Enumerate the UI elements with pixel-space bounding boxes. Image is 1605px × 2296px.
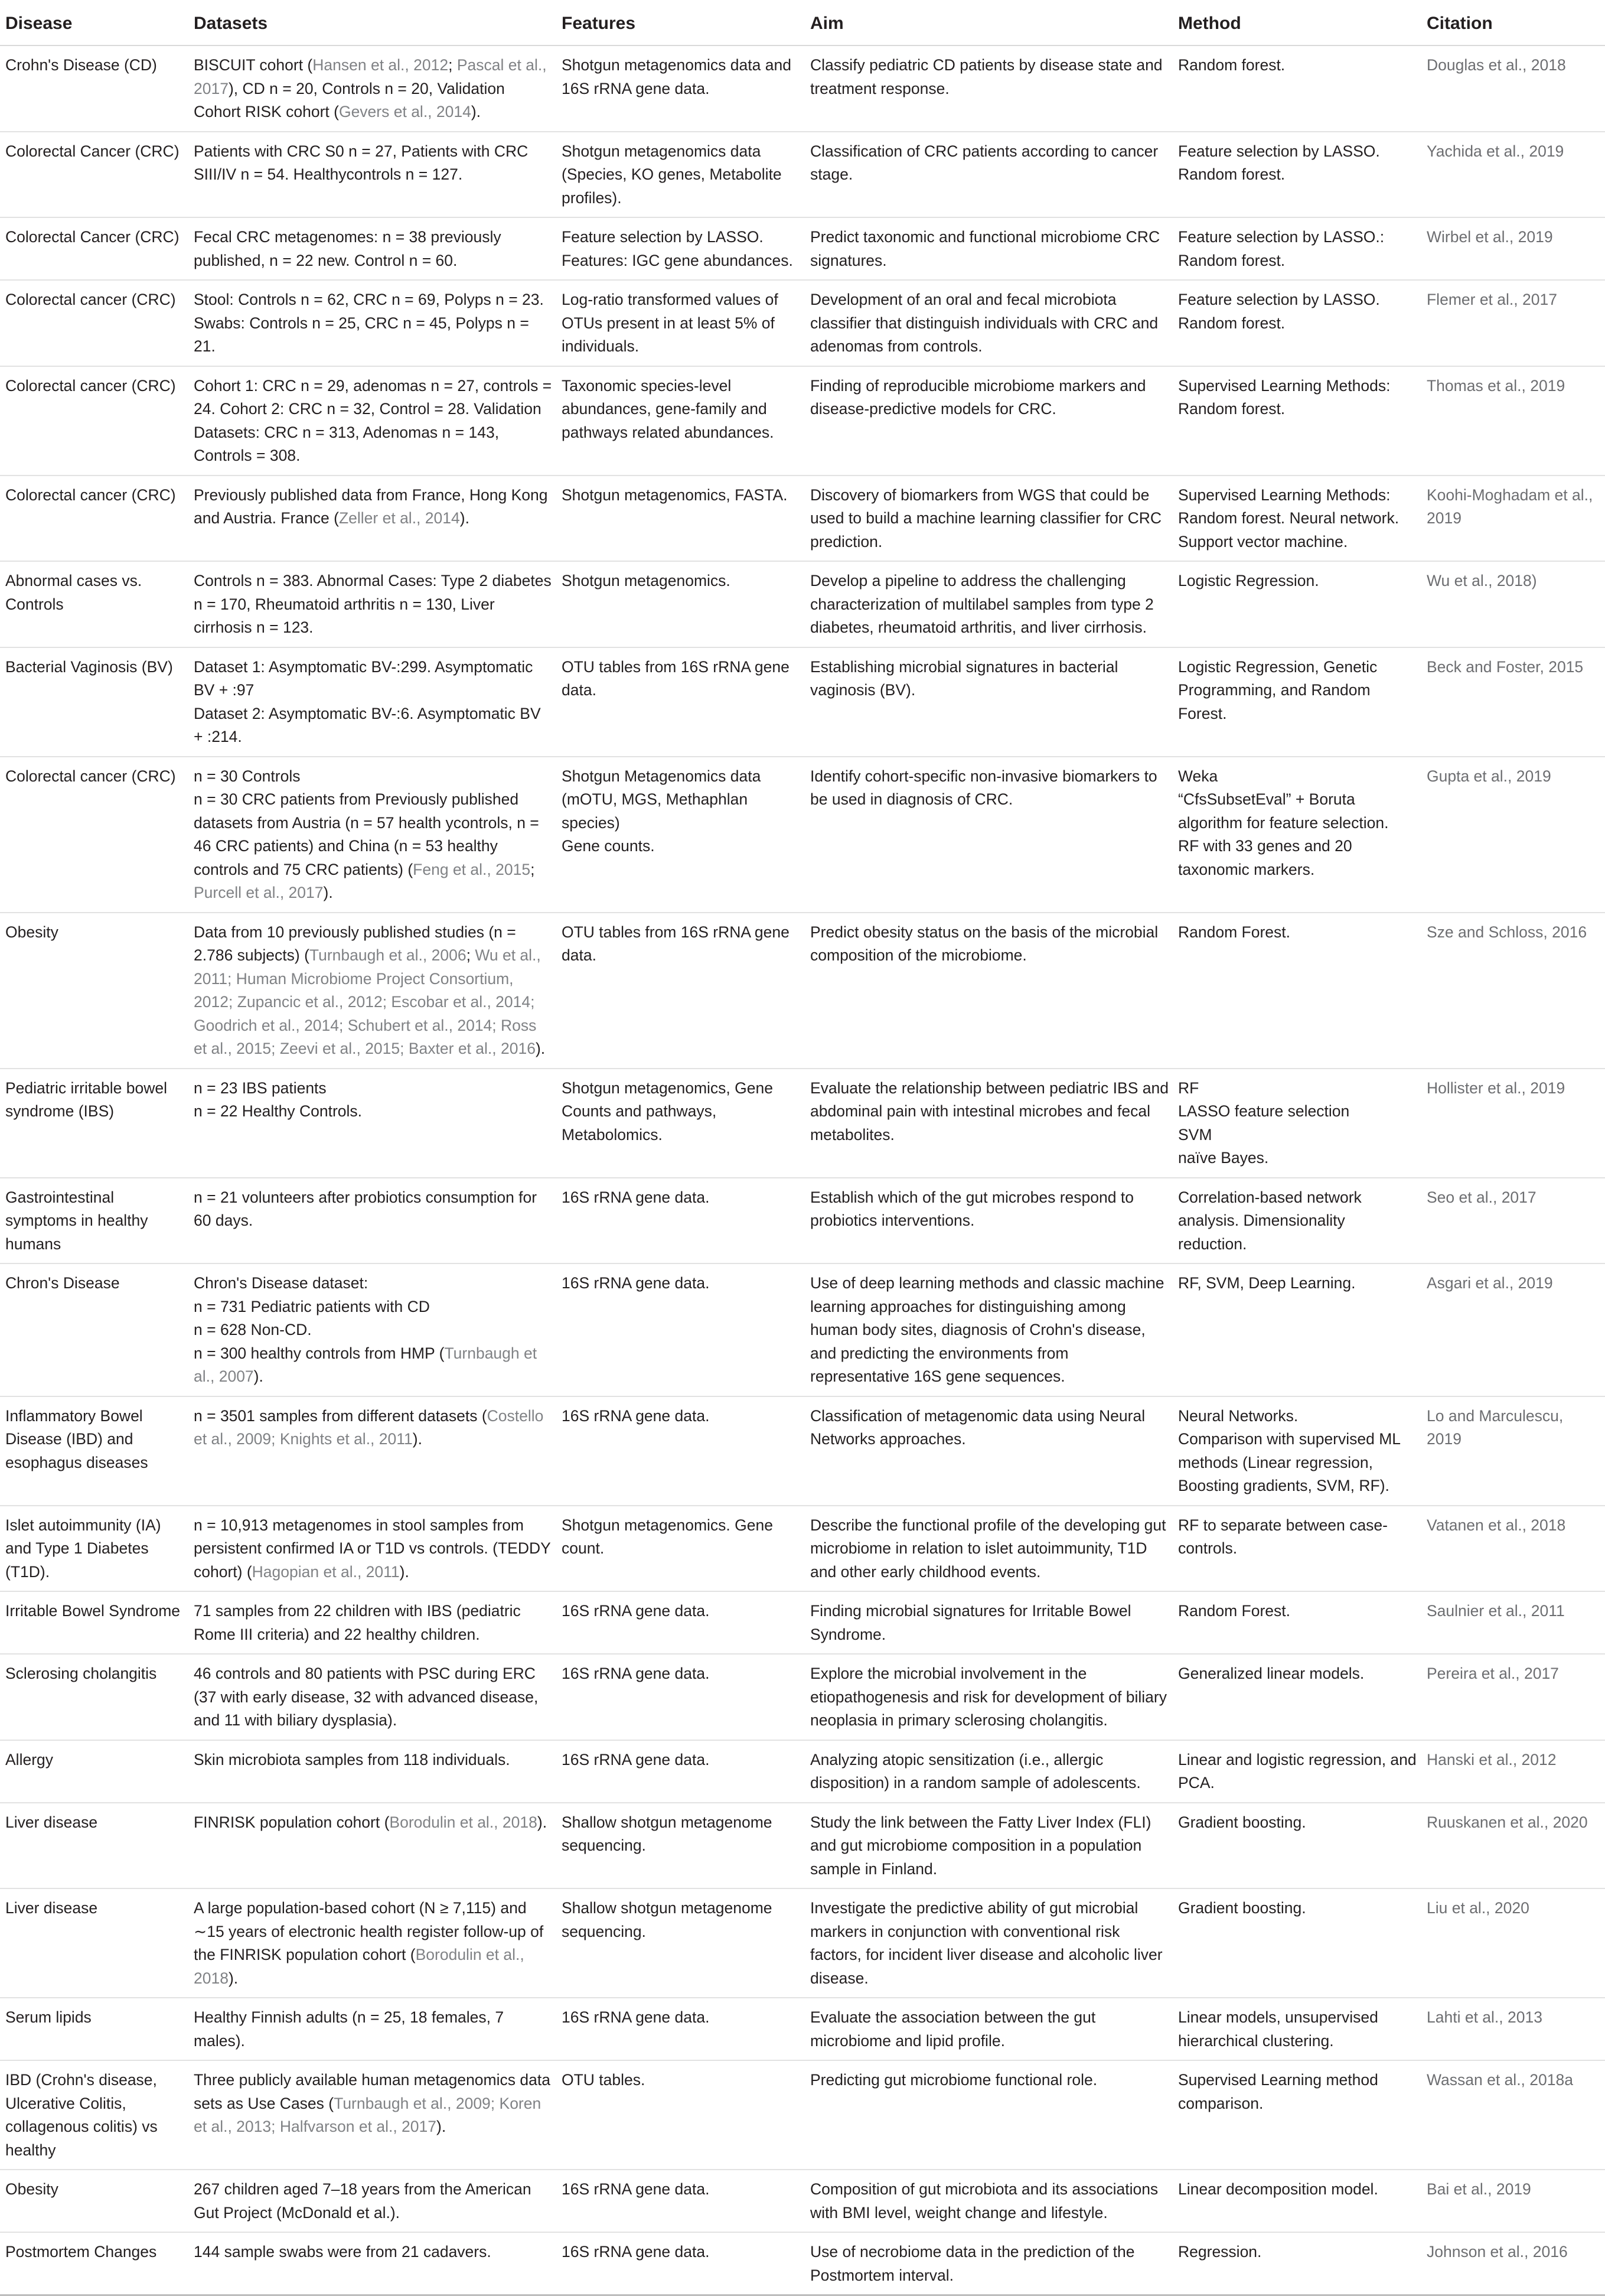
table-row <box>0 45 1605 132</box>
cell-features: 16S rRNA gene data. <box>556 2232 805 2295</box>
table-row <box>0 1803 1605 1889</box>
cell-method: RF to separate between case-controls. <box>1173 1506 1421 1592</box>
dataset-text: n = 23 IBS patients n = 22 Healthy Controls. <box>194 1079 363 1120</box>
cell-features: Shallow shotgun metagenome sequencing. <box>556 1803 805 1889</box>
cell-disease: Liver disease <box>0 1888 188 1998</box>
dataset-text: BISCUIT cohort ( <box>194 56 313 74</box>
cell-citation[interactable]: Thomas et al., 2019 <box>1421 366 1605 476</box>
table-row <box>0 2060 1605 2170</box>
cell-features: Shotgun metagenomics, Gene Counts and pathways, Metabolomics. <box>556 1069 805 1178</box>
dataset-text: 144 sample swabs were from 21 cadavers. <box>194 2243 491 2261</box>
cell-aim: Use of necrobiome data in the prediction of the Postmortem interval. <box>805 2232 1173 2295</box>
cell-features: OTU tables from 16S rRNA gene data. <box>556 913 805 1069</box>
dataset-text: ). <box>323 884 333 901</box>
header-row <box>0 0 1605 45</box>
cell-disease: Inflammatory Bowel Disease (IBD) and esophagus diseases <box>0 1396 188 1506</box>
dataset-text: n = 10,913 metagenomes in stool samples from persistent confirmed IA or T1D vs controls. (TEDDY cohort) ( <box>194 1516 551 1581</box>
cell-method: Weka “CfsSubsetEval” + Boruta algorithm for feature selection. RF with 33 genes and 20 taxonomic markers. <box>1173 757 1421 913</box>
reference-link[interactable]: Gevers et al., 2014 <box>338 103 471 121</box>
cell-disease: IBD (Crohn's disease, Ulcerative Colitis, collagenous colitis) vs healthy <box>0 2060 188 2170</box>
dataset-text: 71 samples from 22 children with IBS (pediatric Rome III criteria) and 22 healthy children. <box>194 1602 521 1643</box>
table-row <box>0 757 1605 913</box>
cell-citation[interactable]: Bai et al., 2019 <box>1421 2170 1605 2232</box>
cell-method: Random forest. <box>1173 45 1421 132</box>
cell-disease: Islet autoimmunity (IA) and Type 1 Diabetes (T1D). <box>0 1506 188 1592</box>
table-row <box>0 476 1605 562</box>
cell-citation[interactable]: Gupta et al., 2019 <box>1421 757 1605 913</box>
cell-aim: Finding microbial signatures for Irritable Bowel Syndrome. <box>805 1591 1173 1654</box>
dataset-text: ; <box>466 946 475 964</box>
cell-citation[interactable]: Saulnier et al., 2011 <box>1421 1591 1605 1654</box>
cell-citation[interactable]: Sze and Schloss, 2016 <box>1421 913 1605 1069</box>
table-row <box>0 217 1605 280</box>
reference-link[interactable]: Turnbaugh et al., 2006 <box>309 946 467 964</box>
table-row <box>0 366 1605 476</box>
cell-method: Linear and logistic regression, and PCA. <box>1173 1740 1421 1803</box>
cell-aim: Evaluate the relationship between pediatric IBS and abdominal pain with intestinal microbes and fecal metabolites. <box>805 1069 1173 1178</box>
cell-aim: Analyzing atopic sensitization (i.e., allergic disposition) in a random sample of adolescents. <box>805 1740 1173 1803</box>
table-body <box>0 45 1605 2295</box>
table-row <box>0 132 1605 218</box>
cell-datasets <box>188 280 556 366</box>
cell-aim: Explore the microbial involvement in the etiopathogenesis and risk for development of biliary neoplasia in primary sclerosing cholangitis. <box>805 1654 1173 1740</box>
cell-disease: Abnormal cases vs. Controls <box>0 561 188 647</box>
dataset-text: ). <box>535 1040 546 1057</box>
cell-features: Log-ratio transformed values of OTUs present in at least 5% of individuals. <box>556 280 805 366</box>
header-disease: Disease <box>0 0 188 45</box>
reference-link[interactable]: Hansen et al., 2012 <box>312 56 449 74</box>
cell-aim: Evaluate the association between the gut microbiome and lipid profile. <box>805 1998 1173 2060</box>
cell-aim: Develop a pipeline to address the challenging characterization of multilabel samples from type 2 diabetes, rheumatoid arthritis, and liver cirrhosis. <box>805 561 1173 647</box>
cell-datasets <box>188 757 556 913</box>
cell-datasets <box>188 647 556 757</box>
cell-disease: Colorectal cancer (CRC) <box>0 757 188 913</box>
cell-datasets <box>188 1069 556 1178</box>
dataset-text: ). <box>459 509 469 527</box>
dataset-text: Patients with CRC S0 n = 27, Patients with CRC SIII/IV n = 54. Healthycontrols n = 127. <box>194 142 529 183</box>
cell-citation[interactable]: Wu et al., 2018) <box>1421 561 1605 647</box>
cell-citation[interactable]: Douglas et al., 2018 <box>1421 45 1605 132</box>
cell-datasets <box>188 132 556 218</box>
cell-datasets <box>188 2232 556 2295</box>
cell-method: Feature selection by LASSO. Random forest. <box>1173 280 1421 366</box>
cell-method: RF LASSO feature selection SVM naïve Bayes. <box>1173 1069 1421 1178</box>
header-aim: Aim <box>805 0 1173 45</box>
cell-features: 16S rRNA gene data. <box>556 1178 805 1264</box>
cell-citation[interactable]: Lo and Marculescu, 2019 <box>1421 1396 1605 1506</box>
cell-features: 16S rRNA gene data. <box>556 1591 805 1654</box>
cell-features: Shotgun metagenomics. Gene count. <box>556 1506 805 1592</box>
cell-datasets <box>188 476 556 562</box>
cell-disease: Colorectal cancer (CRC) <box>0 280 188 366</box>
cell-aim: Use of deep learning methods and classic machine learning approaches for distinguishing among human body sites, diagnosis of Crohn's disease, and predicting the environments from representative 16S gene sequences. <box>805 1263 1173 1396</box>
cell-datasets <box>188 561 556 647</box>
cell-method: Feature selection by LASSO. Random forest. <box>1173 132 1421 218</box>
cell-disease: Pediatric irritable bowel syndrome (IBS) <box>0 1069 188 1178</box>
cell-features: Feature selection by LASSO. Features: IGC gene abundances. <box>556 217 805 280</box>
cell-disease: Colorectal cancer (CRC) <box>0 476 188 562</box>
cell-aim: Identify cohort-specific non-invasive biomarkers to be used in diagnosis of CRC. <box>805 757 1173 913</box>
cell-citation[interactable]: Asgari et al., 2019 <box>1421 1263 1605 1396</box>
table-row <box>0 1263 1605 1396</box>
cell-aim: Predict obesity status on the basis of the microbial composition of the microbiome. <box>805 913 1173 1069</box>
table-row <box>0 647 1605 757</box>
cell-citation[interactable]: Liu et al., 2020 <box>1421 1888 1605 1998</box>
dataset-text: ). <box>436 2118 446 2135</box>
cell-features: Shotgun metagenomics, FASTA. <box>556 476 805 562</box>
cell-citation[interactable]: Wirbel et al., 2019 <box>1421 217 1605 280</box>
cell-features: 16S rRNA gene data. <box>556 1740 805 1803</box>
cell-method: Supervised Learning method comparison. <box>1173 2060 1421 2170</box>
cell-method: RF, SVM, Deep Learning. <box>1173 1263 1421 1396</box>
cell-disease: Crohn's Disease (CD) <box>0 45 188 132</box>
cell-disease: Serum lipids <box>0 1998 188 2060</box>
cell-disease: Obesity <box>0 913 188 1069</box>
cell-disease: Colorectal cancer (CRC) <box>0 366 188 476</box>
cell-disease: Colorectal Cancer (CRC) <box>0 217 188 280</box>
dataset-text: Cohort 1: CRC n = 29, adenomas n = 27, controls = 24. Cohort 2: CRC n = 32, Control = 28. Validation Datasets: CRC n = 313, Adenomas n = 143, Controls = 308. <box>194 376 552 464</box>
dataset-text: Skin microbiota samples from 118 individuals. <box>194 1750 510 1769</box>
cell-features: Taxonomic species-level abundances, gene-family and pathways related abundances. <box>556 366 805 476</box>
cell-aim: Establish which of the gut microbes respond to probiotics interventions. <box>805 1178 1173 1264</box>
cell-disease: Colorectal Cancer (CRC) <box>0 132 188 218</box>
cell-datasets <box>188 366 556 476</box>
dataset-text: Healthy Finnish adults (n = 25, 18 females, 7 males). <box>194 2008 504 2050</box>
cell-disease: Chron's Disease <box>0 1263 188 1396</box>
cell-datasets <box>188 1888 556 1998</box>
dataset-text: 46 controls and 80 patients with PSC during ERC (37 with early disease, 32 with advanced disease, and 11 with biliary dysplasia). <box>194 1665 539 1729</box>
dataset-text: ; <box>530 860 535 878</box>
dataset-text: ). <box>537 1813 547 1831</box>
cell-disease: Bacterial Vaginosis (BV) <box>0 647 188 757</box>
table-row <box>0 280 1605 366</box>
cell-datasets <box>188 1803 556 1889</box>
dataset-text: n = 30 Controls n = 30 CRC patients from Previously published datasets from Austria (n = 57 health ycontrols, n = 46 CRC patients) and China (n = 53 healthy controls and 75 CRC patients) ( <box>194 767 539 878</box>
cell-features: Shotgun metagenomics data (Species, KO genes, Metabolite profiles). <box>556 132 805 218</box>
cell-method: Supervised Learning Methods: Random forest. <box>1173 366 1421 476</box>
dataset-text: Data from 10 previously published studies (n = 2.786 subjects) ( <box>194 923 516 964</box>
cell-citation[interactable]: Hanski et al., 2012 <box>1421 1740 1605 1803</box>
cell-disease: Irritable Bowel Syndrome <box>0 1591 188 1654</box>
cell-citation[interactable]: Pereira et al., 2017 <box>1421 1654 1605 1740</box>
table-row <box>0 913 1605 1069</box>
cell-features: 16S rRNA gene data. <box>556 1263 805 1396</box>
cell-method: Gradient boosting. <box>1173 1803 1421 1889</box>
cell-features: OTU tables from 16S rRNA gene data. <box>556 647 805 757</box>
cell-citation[interactable]: Vatanen et al., 2018 <box>1421 1506 1605 1592</box>
table-row <box>0 2232 1605 2295</box>
cell-datasets <box>188 45 556 132</box>
reference-link[interactable]: Purcell et al., 2017 <box>194 884 324 901</box>
cell-aim: Study the link between the Fatty Liver Index (FLI) and gut microbiome composition in a population sample in Finland. <box>805 1803 1173 1889</box>
cell-method: Supervised Learning Methods: Random forest. Neural network. Support vector machine. <box>1173 476 1421 562</box>
cell-disease: Postmortem Changes <box>0 2232 188 2295</box>
dataset-text: ). <box>471 103 481 121</box>
table-header <box>0 0 1605 45</box>
table-row <box>0 2170 1605 2232</box>
cell-disease: Allergy <box>0 1740 188 1803</box>
reference-link[interactable]: Pascal et al., 2017 <box>194 56 547 97</box>
cell-datasets <box>188 913 556 1069</box>
cell-method: Neural Networks. Comparison with supervised ML methods (Linear regression, Boosting gradients, SVM, RF). <box>1173 1396 1421 1506</box>
cell-method: Correlation-based network analysis. Dimensionality reduction. <box>1173 1178 1421 1264</box>
cell-citation[interactable]: Wassan et al., 2018a <box>1421 2060 1605 2170</box>
cell-citation[interactable]: Beck and Foster, 2015 <box>1421 647 1605 757</box>
cell-aim: Predict taxonomic and functional microbiome CRC signatures. <box>805 217 1173 280</box>
dataset-text: ). <box>253 1367 263 1385</box>
reference-link[interactable]: Costello et al., 2009; Knights et al., 2011 <box>194 1406 544 1448</box>
cell-citation[interactable]: Flemer et al., 2017 <box>1421 280 1605 366</box>
reference-link[interactable]: Feng et al., 2015 <box>413 860 531 878</box>
dataset-text: Previously published data from France, Hong Kong and Austria. France ( <box>194 486 548 527</box>
table-row <box>0 1591 1605 1654</box>
cell-method: Linear decomposition model. <box>1173 2170 1421 2232</box>
cell-method: Logistic Regression, Genetic Programming, and Random Forest. <box>1173 647 1421 757</box>
cell-aim: Composition of gut microbiota and its associations with BMI level, weight change and lifestyle. <box>805 2170 1173 2232</box>
cell-features: Shotgun Metagenomics data (mOTU, MGS, Methaphlan species) Gene counts. <box>556 757 805 913</box>
dataset-text: FINRISK population cohort ( <box>194 1813 390 1831</box>
table-row <box>0 1178 1605 1264</box>
cell-features: Shotgun metagenomics. <box>556 561 805 647</box>
cell-aim: Investigate the predictive ability of gut microbial markers in conjunction with conventional risk factors, for incident liver disease and alcoholic liver disease. <box>805 1888 1173 1998</box>
header-method: Method <box>1173 0 1421 45</box>
cell-method: Logistic Regression. <box>1173 561 1421 647</box>
cell-disease: Liver disease <box>0 1803 188 1889</box>
dataset-text: ; <box>448 56 457 74</box>
cell-aim: Classification of CRC patients according to cancer stage. <box>805 132 1173 218</box>
table-row <box>0 1069 1605 1178</box>
header-citation: Citation <box>1421 0 1605 45</box>
reference-link[interactable]: Borodulin et al., 2018 <box>194 1946 524 1987</box>
dataset-text: Dataset 1: Asymptomatic BV-:299. Asymptomatic BV + :97 Dataset 2: Asymptomatic BV-:6. Asymptomatic BV + :214. <box>194 657 541 745</box>
cell-method: Feature selection by LASSO.: Random forest. <box>1173 217 1421 280</box>
reference-link[interactable]: Hagopian et al., 2011 <box>252 1562 400 1581</box>
cell-citation[interactable]: Johnson et al., 2016 <box>1421 2232 1605 2295</box>
cell-citation[interactable]: Seo et al., 2017 <box>1421 1178 1605 1264</box>
cell-datasets <box>188 1263 556 1396</box>
cell-features: 16S rRNA gene data. <box>556 1396 805 1506</box>
reference-link[interactable]: Zeller et al., 2014 <box>338 509 460 527</box>
dataset-text: n = 3501 samples from different datasets ( <box>194 1406 487 1425</box>
table-row <box>0 1740 1605 1803</box>
dataset-text: n = 21 volunteers after probiotics consumption for 60 days. <box>194 1188 537 1229</box>
table-row <box>0 1998 1605 2060</box>
cell-method: Gradient boosting. <box>1173 1888 1421 1998</box>
cell-aim: Establishing microbial signatures in bacterial vaginosis (BV). <box>805 647 1173 757</box>
dataset-text: 267 children aged 7–18 years from the American Gut Project (McDonald et al.). <box>194 2180 531 2222</box>
dataset-text: A large population-based cohort (N ≥ 7,115) and ∼15 years of electronic health register follow-up of the FINRISK population cohort ( <box>194 1899 544 1963</box>
cell-disease: Sclerosing cholangitis <box>0 1654 188 1740</box>
cell-aim: Development of an oral and fecal microbiota classifier that distinguish individuals with CRC and adenomas from controls. <box>805 280 1173 366</box>
cell-method: Random Forest. <box>1173 913 1421 1069</box>
cell-method: Linear models, unsupervised hierarchical clustering. <box>1173 1998 1421 2060</box>
cell-datasets <box>188 1998 556 2060</box>
dataset-text: ). <box>399 1562 409 1581</box>
cell-citation[interactable]: Hollister et al., 2019 <box>1421 1069 1605 1178</box>
dataset-text: Chron's Disease dataset: n = 731 Pediatric patients with CD n = 628 Non-CD. n = 300 healthy controls from HMP ( <box>194 1274 445 1362</box>
cell-aim: Classify pediatric CD patients by disease state and treatment response. <box>805 45 1173 132</box>
cell-datasets <box>188 1740 556 1803</box>
table-row <box>0 1888 1605 1998</box>
table-row <box>0 561 1605 647</box>
cell-datasets <box>188 1178 556 1264</box>
cell-features: Shotgun metagenomics data and 16S rRNA gene data. <box>556 45 805 132</box>
table-row <box>0 1654 1605 1740</box>
dataset-text: Fecal CRC metagenomes: n = 38 previously published, n = 22 new. Control n = 60. <box>194 228 501 269</box>
cell-features: 16S rRNA gene data. <box>556 2170 805 2232</box>
cell-citation[interactable]: Lahti et al., 2013 <box>1421 1998 1605 2060</box>
cell-aim: Discovery of biomarkers from WGS that could be used to build a machine learning classifier for CRC prediction. <box>805 476 1173 562</box>
cell-features: 16S rRNA gene data. <box>556 1654 805 1740</box>
cell-datasets <box>188 1506 556 1592</box>
cell-datasets <box>188 2060 556 2170</box>
dataset-text: Controls n = 383. Abnormal Cases: Type 2 diabetes n = 170, Rheumatoid arthritis n = 130, Liver cirrhosis n = 123. <box>194 572 552 636</box>
cell-disease: Gastrointestinal symptoms in healthy humans <box>0 1178 188 1264</box>
dataset-text: ), CD n = 20, Controls n = 20, Validation Cohort RISK cohort ( <box>194 79 505 121</box>
cell-aim: Classification of metagenomic data using Neural Networks approaches. <box>805 1396 1173 1506</box>
reference-link[interactable]: Wu et al., 2011; Human Microbiome Project Consortium, 2012; Zupancic et al., 2012; Escobar et al., 2014; Goodrich et al., 2014; Schubert et al., 2014; Ross et al., 2015; Zeevi et al., 2015; Baxter et al., 2016 <box>194 946 541 1057</box>
cell-method: Generalized linear models. <box>1173 1654 1421 1740</box>
cell-aim: Predicting gut microbiome functional role. <box>805 2060 1173 2170</box>
cell-datasets <box>188 1591 556 1654</box>
table-row <box>0 1506 1605 1592</box>
cell-datasets <box>188 2170 556 2232</box>
cell-citation[interactable]: Yachida et al., 2019 <box>1421 132 1605 218</box>
cell-datasets <box>188 1654 556 1740</box>
dataset-text: ). <box>228 1969 239 1987</box>
cell-datasets <box>188 217 556 280</box>
dataset-text: ). <box>412 1430 422 1448</box>
cell-features: OTU tables. <box>556 2060 805 2170</box>
cell-features: 16S rRNA gene data. <box>556 1998 805 2060</box>
header-datasets: Datasets <box>188 0 556 45</box>
cell-method: Regression. <box>1173 2232 1421 2295</box>
cell-disease: Obesity <box>0 2170 188 2232</box>
cell-aim: Describe the functional profile of the developing gut microbiome in relation to islet autoimmunity, T1D and other early childhood events. <box>805 1506 1173 1592</box>
cell-features: Shallow shotgun metagenome sequencing. <box>556 1888 805 1998</box>
reference-link[interactable]: Turnbaugh et al., 2007 <box>194 1344 537 1385</box>
header-features: Features <box>556 0 805 45</box>
cell-citation[interactable]: Koohi-Moghadam et al., 2019 <box>1421 476 1605 562</box>
table-row <box>0 1396 1605 1506</box>
dataset-text: Three publicly available human metagenomics data sets as Use Cases ( <box>194 2071 550 2112</box>
cell-method: Random Forest. <box>1173 1591 1421 1654</box>
cell-citation[interactable]: Ruuskanen et al., 2020 <box>1421 1803 1605 1889</box>
cell-aim: Finding of reproducible microbiome markers and disease-predictive models for CRC. <box>805 366 1173 476</box>
dataset-text: Stool: Controls n = 62, CRC n = 69, Polyps n = 23. Swabs: Controls n = 25, CRC n = 45, Polyps n = 21. <box>194 291 544 355</box>
reference-link[interactable]: Borodulin et al., 2018 <box>389 1813 537 1831</box>
cell-datasets <box>188 1396 556 1506</box>
reference-link[interactable]: Turnbaugh et al., 2009; Koren et al., 2013; Halfvarson et al., 2017 <box>194 2094 541 2135</box>
